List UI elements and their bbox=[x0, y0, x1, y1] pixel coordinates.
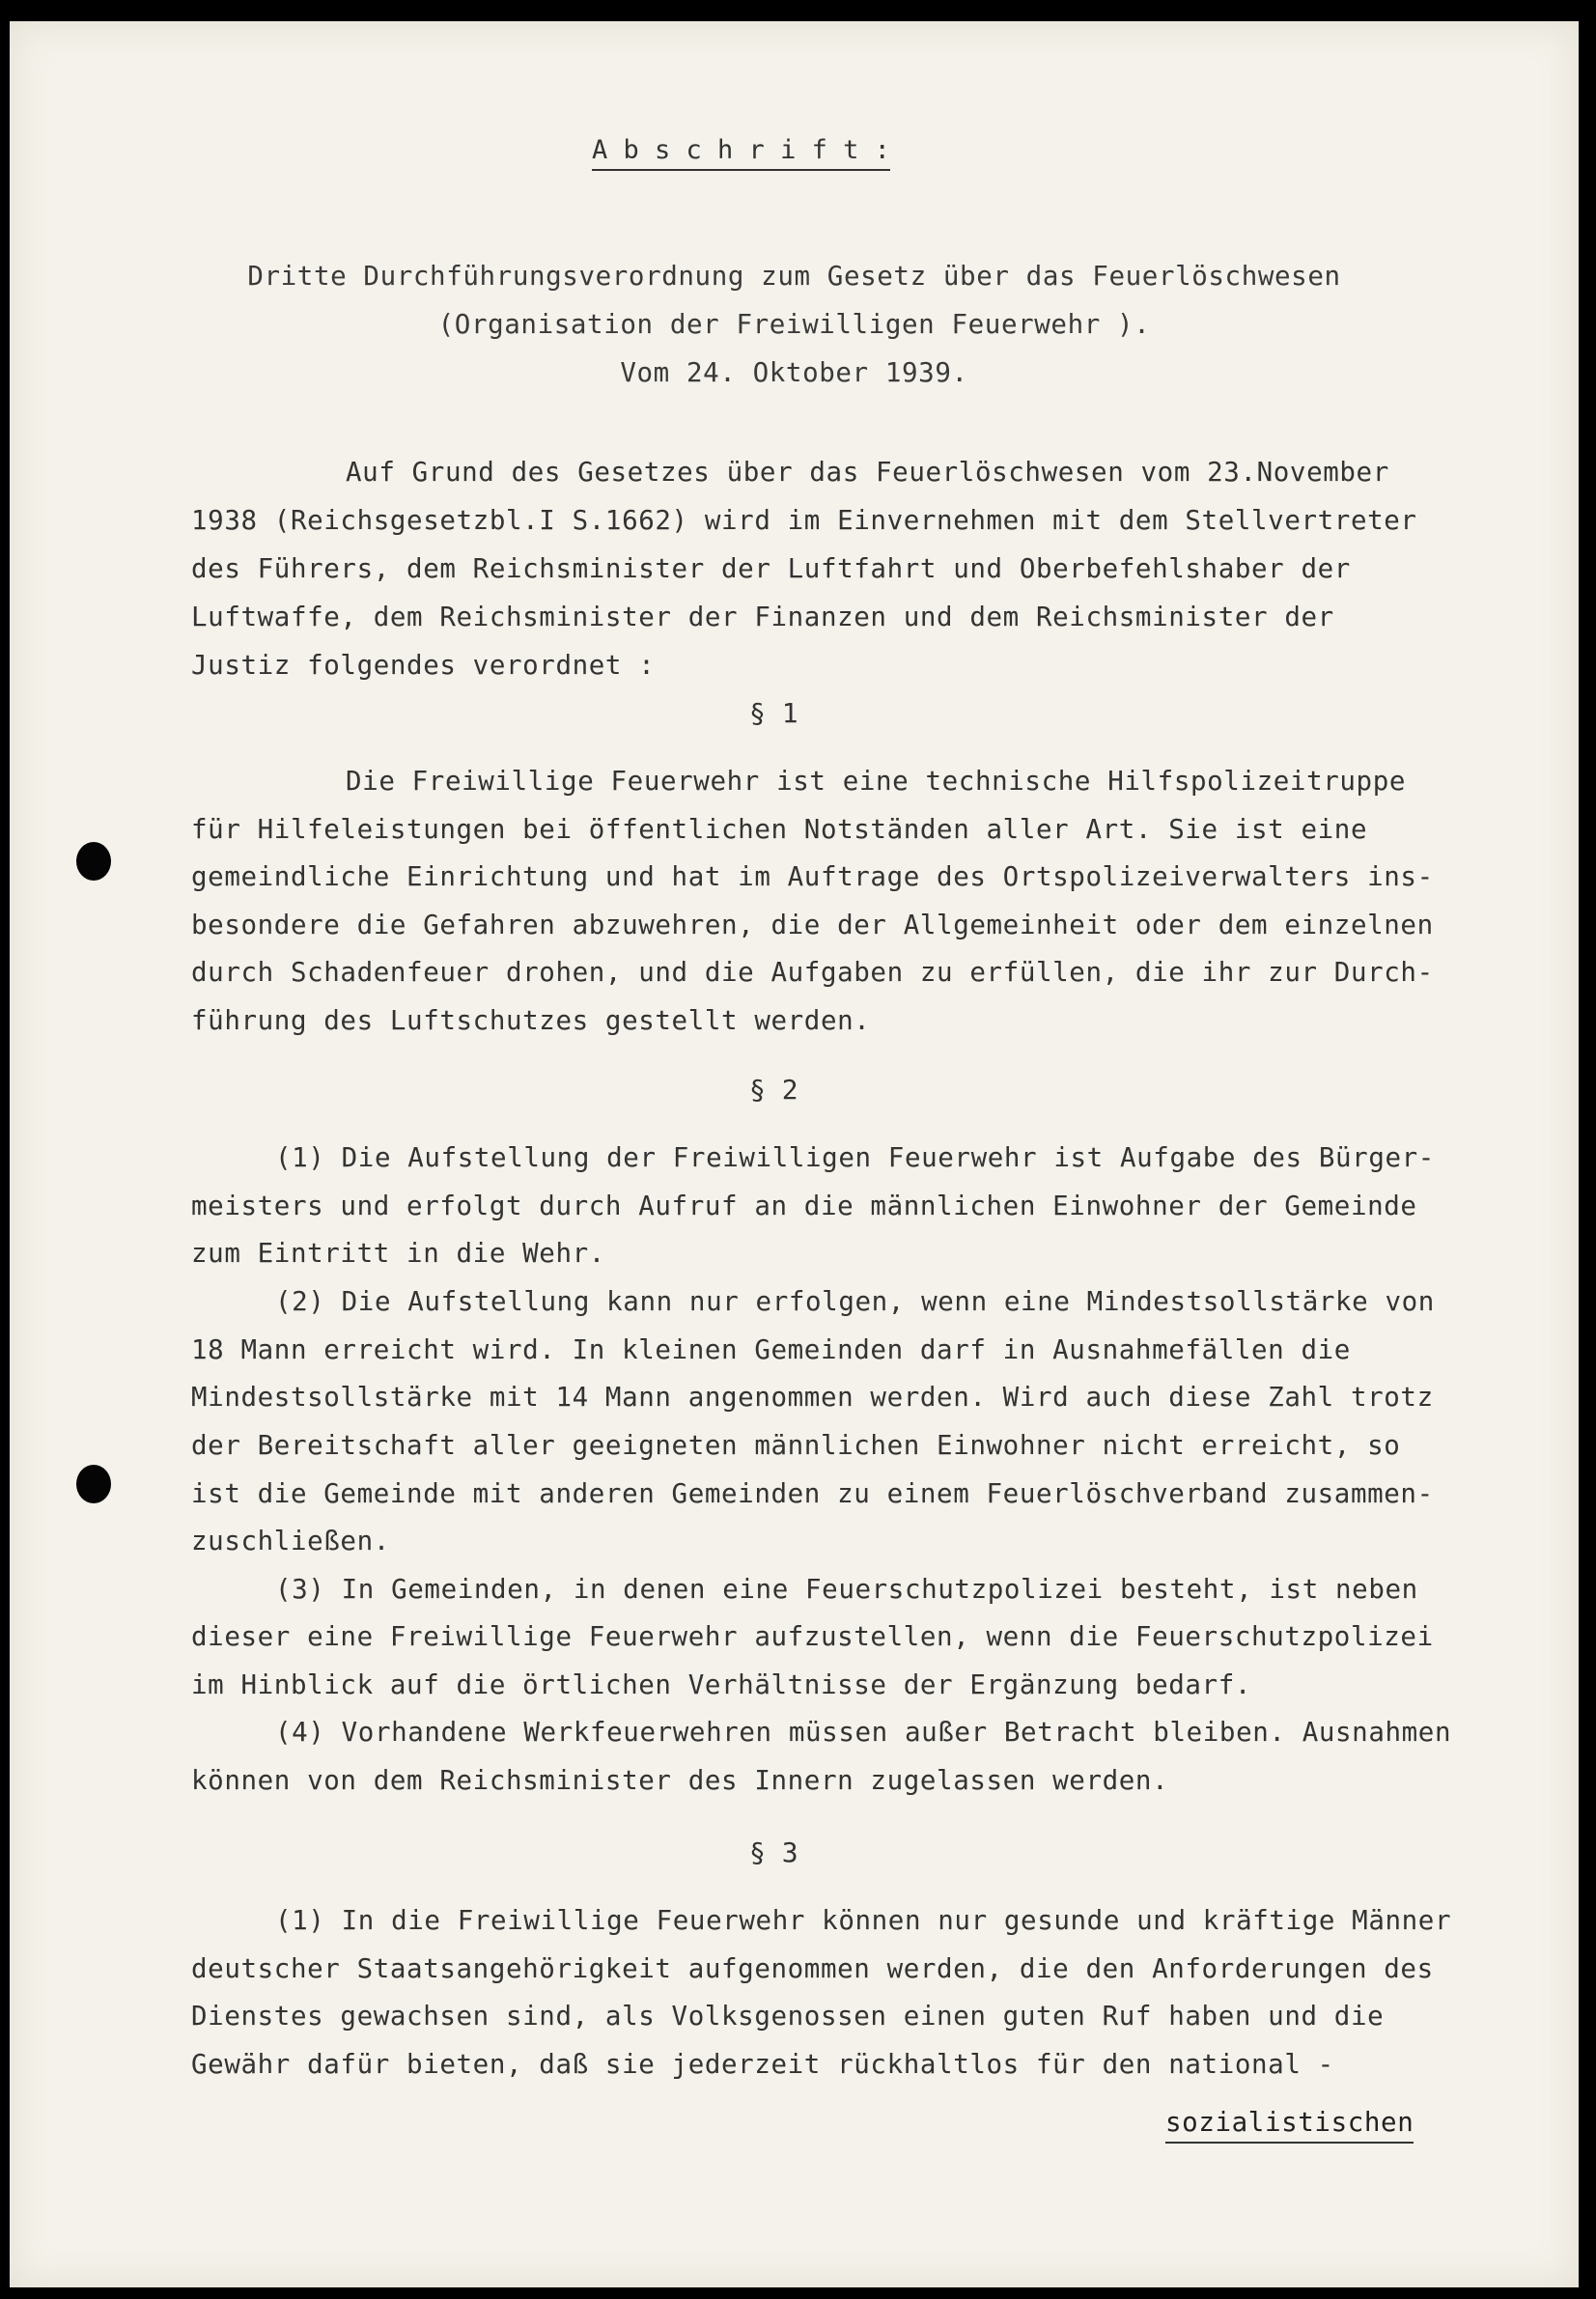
preamble-line: Auf Grund des Gesetzes über das Feuerlöschwesen vom 23.November bbox=[346, 457, 1389, 488]
section3-line: deutscher Staatsangehörigkeit aufgenommen werden, die den Anforderungen des bbox=[191, 1953, 1434, 1984]
section-heading-3: § 3 bbox=[749, 1836, 798, 1868]
section2-line: der Bereitschaft aller geeigneten männlichen Einwohner nicht erreicht, so bbox=[191, 1430, 1401, 1461]
section1-line: Die Freiwillige Feuerwehr ist eine technische Hilfspolizeitruppe bbox=[346, 766, 1407, 797]
section2-line: können von dem Reichsminister des Innern zugelassen werden. bbox=[191, 1765, 1169, 1796]
title-line-2: (Organisation der Freiwilligen Feuerwehr ). bbox=[437, 309, 1151, 340]
section-heading-2: § 2 bbox=[749, 1074, 798, 1106]
section3-line: Gewähr dafür bieten, daß sie jederzeit rückhaltlos für den national - bbox=[191, 2049, 1334, 2080]
section2-line: zum Eintritt in die Wehr. bbox=[191, 1238, 605, 1269]
section2-line: 18 Mann erreicht wird. In kleinen Gemeinden darf in Ausnahmefällen die bbox=[191, 1334, 1351, 1365]
title-line-3: Vom 24. Oktober 1939. bbox=[620, 357, 968, 388]
punch-hole-icon bbox=[76, 1465, 111, 1503]
section1-line: gemeindliche Einrichtung und hat im Auftrage des Ortspolizeiverwalters ins- bbox=[191, 861, 1434, 892]
section2-line: (1) Die Aufstellung der Freiwilligen Feuerwehr ist Aufgabe des Bürger- bbox=[275, 1142, 1435, 1173]
document-label: A b s c h r i f t : bbox=[592, 135, 890, 171]
section2-line: (4) Vorhandene Werkfeuerwehren müssen außer Betracht bleiben. Ausnahmen bbox=[275, 1717, 1452, 1748]
section3-line: Dienstes gewachsen sind, als Volksgenossen einen guten Ruf haben und die bbox=[191, 2001, 1385, 2032]
section2-line: (3) In Gemeinden, in denen eine Feuerschutzpolizei besteht, ist neben bbox=[275, 1574, 1418, 1605]
section2-line: zuschließen. bbox=[191, 1526, 390, 1556]
section-heading-1: § 1 bbox=[749, 697, 798, 729]
preamble-line: 1938 (Reichsgesetzbl.I S.1662) wird im Einvernehmen mit dem Stellvertreter bbox=[191, 505, 1417, 536]
section2-line: im Hinblick auf die örtlichen Verhältnisse der Ergänzung bedarf. bbox=[191, 1669, 1252, 1700]
preamble-line: des Führers, dem Reichsminister der Luftfahrt und Oberbefehlshaber der bbox=[191, 553, 1351, 584]
section2-line: ist die Gemeinde mit anderen Gemeinden zu einem Feuerlöschverband zusammen- bbox=[191, 1478, 1434, 1509]
preamble-line: Luftwaffe, dem Reichsminister der Finanzen und dem Reichsminister der bbox=[191, 602, 1334, 632]
title-line-1: Dritte Durchführungsverordnung zum Gesetz über das Feuerlöschwesen bbox=[247, 261, 1341, 292]
section2-line: meisters und erfolgt durch Aufruf an die männlichen Einwohner der Gemeinde bbox=[191, 1191, 1417, 1221]
section2-line: dieser eine Freiwillige Feuerwehr aufzustellen, wenn die Feuerschutzpolizei bbox=[191, 1621, 1434, 1652]
section1-line: führung des Luftschutzes gestellt werden. bbox=[191, 1005, 871, 1036]
punch-hole-icon bbox=[76, 842, 111, 881]
section1-line: durch Schadenfeuer drohen, und die Aufgaben zu erfüllen, die ihr zur Durch- bbox=[191, 957, 1434, 988]
document-page bbox=[10, 21, 1579, 2287]
page-catchword: sozialistischen bbox=[1165, 2107, 1414, 2144]
section2-line: (2) Die Aufstellung kann nur erfolgen, wenn eine Mindestsollstärke von bbox=[275, 1286, 1435, 1317]
section1-line: für Hilfeleistungen bei öffentlichen Notständen aller Art. Sie ist eine bbox=[191, 814, 1368, 845]
preamble-line: Justiz folgendes verordnet : bbox=[191, 650, 656, 681]
section2-line: Mindestsollstärke mit 14 Mann angenommen werden. Wird auch diese Zahl trotz bbox=[191, 1382, 1434, 1413]
section3-line: (1) In die Freiwillige Feuerwehr können nur gesunde und kräftige Männer bbox=[275, 1905, 1452, 1936]
section1-line: besondere die Gefahren abzuwehren, die der Allgemeinheit oder dem einzelnen bbox=[191, 910, 1434, 940]
